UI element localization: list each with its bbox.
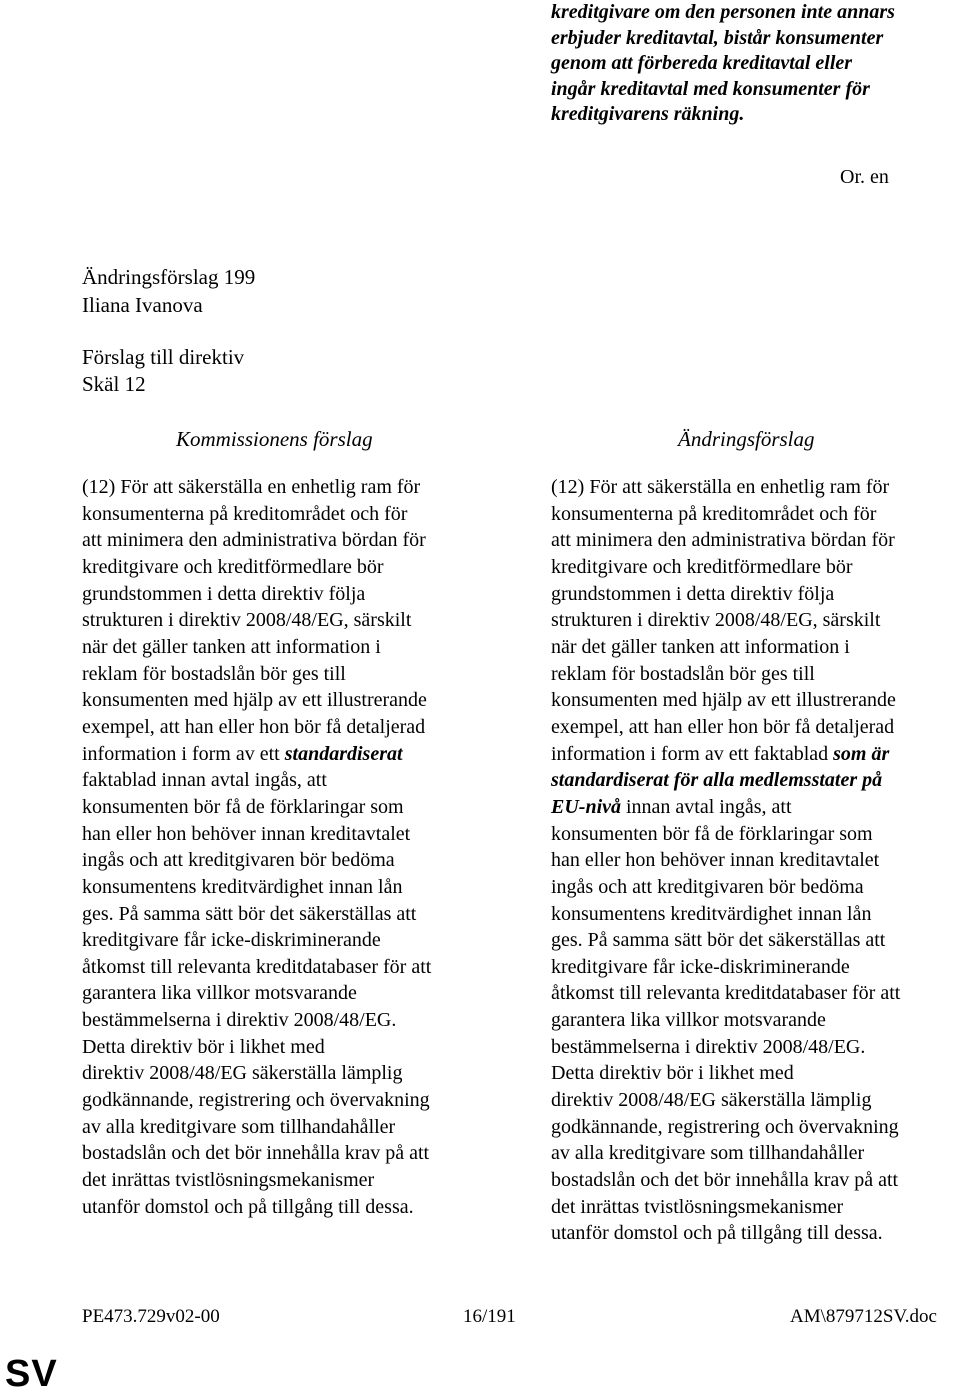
text-line: godkännande, registrering och övervakning [551,1115,899,1138]
text-line: ingås och att kreditgivaren bör bedöma [551,875,864,898]
text-line: konsumenten bör få de förklaringar som [551,822,873,845]
text-line: han eller hon behöver innan kreditavtalet [551,849,880,872]
text-line: exempel, att han eller hon bör få detaljerad [551,715,895,738]
text-line: bestämmelserna i direktiv 2008/48/EG. [82,1009,397,1032]
text-line: reklam för bostadslån bör ges till [551,662,815,685]
continuation-line: genom att förbereda kreditavtal eller [551,52,853,74]
text-line: grundstommen i detta direktiv följa [551,582,835,605]
text-line: konsumentens kreditvärdighet innan lån [551,902,872,925]
deleted-text: standardiserat [284,742,403,765]
text-line: konsumenterna på kreditområdet och för [82,502,408,525]
inserted-text: som är [833,742,890,765]
recital-label: Skäl 12 [82,372,146,396]
inserted-text-line: standardiserat för alla medlemsstater på [551,769,883,792]
text-line: konsumenterna på kreditområdet och för [551,502,877,525]
text-line [551,794,956,821]
continuation-line: erbjuder kreditavtal, bistår konsumenter [551,26,884,49]
text-line: åtkomst till relevanta kreditdatabaser för att [551,982,901,1005]
text-line: konsumenten med hjälp av ett illustrerande [551,689,896,712]
text-line: strukturen i direktiv 2008/48/EG, särskilt [82,609,412,632]
commission-text-column [82,474,502,1220]
text-line: när det gäller tanken att information i [551,635,850,658]
text-line: bostadslån och det bör innehålla krav på att [551,1169,899,1192]
text-line: att minimera den administrativa bördan för [551,529,895,552]
text-line: av alla kreditgivare som tillhandahåller [551,1142,865,1165]
text-line: (12) För att säkerställa en enhetlig ram för [82,476,421,498]
document-id: PE473.729v02-00 [82,1306,220,1327]
amendment-author: Iliana Ivanova [82,293,203,317]
language-code: SV [5,1353,58,1395]
text-line: kreditgivare och kreditförmedlare bör [82,555,384,578]
continuation-line: ingår kreditavtal med konsumenter för [551,77,870,100]
text-line: utanför domstol och på tillgång till dessa. [551,1222,883,1245]
text-line: faktablad innan avtal ingås, att [82,769,327,792]
amendment-text-column [551,474,956,1247]
text-line: garantera lika villkor motsvarande [551,1009,826,1032]
text-line: utanför domstol och på tillgång till dessa. [82,1195,414,1218]
text-fragment: information i form av ett faktablad [551,742,834,765]
text-line: Detta direktiv bör i likhet med [82,1035,325,1058]
text-line: när det gäller tanken att information i [82,635,381,658]
top-continuation-text [551,0,951,128]
text-line: ges. På samma sätt bör det säkerställas att [82,902,417,925]
commission-proposal-heading: Kommissionens förslag [176,427,373,451]
amendment-title: Ändringsförslag 199 [82,265,256,289]
text-line: (12) För att säkerställa en enhetlig ram för [551,476,890,498]
text-line: konsumenten med hjälp av ett illustrerande [82,689,427,712]
text-line: grundstommen i detta direktiv följa [82,582,366,605]
text-line: ges. På samma sätt bör det säkerställas att [551,929,886,952]
text-line: kreditgivare får icke-diskriminerande [551,955,850,978]
text-fragment: information i form av ett [82,742,285,765]
text-line [82,741,502,768]
text-line: konsumenten bör få de förklaringar som [82,795,404,818]
original-language: Or. en [840,166,889,188]
inserted-text: EU-nivå [551,795,621,818]
text-line: det inrättas tvistlösningsmekanismer [82,1169,375,1192]
continuation-line: kreditgivarens räkning. [551,103,745,125]
document-reference: AM\879712SV.doc [790,1306,937,1327]
page-number: 16/191 [463,1306,516,1327]
text-line: kreditgivare och kreditförmedlare bör [551,555,853,578]
text-line: åtkomst till relevanta kreditdatabaser för att [82,955,432,978]
proposal-label: Förslag till direktiv [82,345,245,369]
text-line: godkännande, registrering och övervakning [82,1089,430,1112]
text-line: Detta direktiv bör i likhet med [551,1062,794,1085]
text-line: han eller hon behöver innan kreditavtalet [82,822,411,845]
text-line: direktiv 2008/48/EG säkerställa lämplig [82,1062,403,1085]
text-line: konsumentens kreditvärdighet innan lån [82,875,403,898]
text-line [551,741,956,768]
text-fragment: innan avtal ingås, att [621,795,792,818]
continuation-line: kreditgivare om den personen inte annars [551,1,895,23]
text-line: av alla kreditgivare som tillhandahåller [82,1115,396,1138]
text-line: bostadslån och det bör innehålla krav på att [82,1142,430,1165]
text-line: direktiv 2008/48/EG säkerställa lämplig [551,1089,872,1112]
amendment-heading: Ändringsförslag [678,427,815,451]
text-line: det inrättas tvistlösningsmekanismer [551,1195,844,1218]
text-line: garantera lika villkor motsvarande [82,982,357,1005]
text-line: bestämmelserna i direktiv 2008/48/EG. [551,1035,866,1058]
text-line: kreditgivare får icke-diskriminerande [82,929,381,952]
text-line: strukturen i direktiv 2008/48/EG, särskilt [551,609,881,632]
text-line: att minimera den administrativa bördan för [82,529,426,552]
text-line: reklam för bostadslån bör ges till [82,662,346,685]
text-line: ingås och att kreditgivaren bör bedöma [82,849,395,872]
text-line: exempel, att han eller hon bör få detaljerad [82,715,426,738]
